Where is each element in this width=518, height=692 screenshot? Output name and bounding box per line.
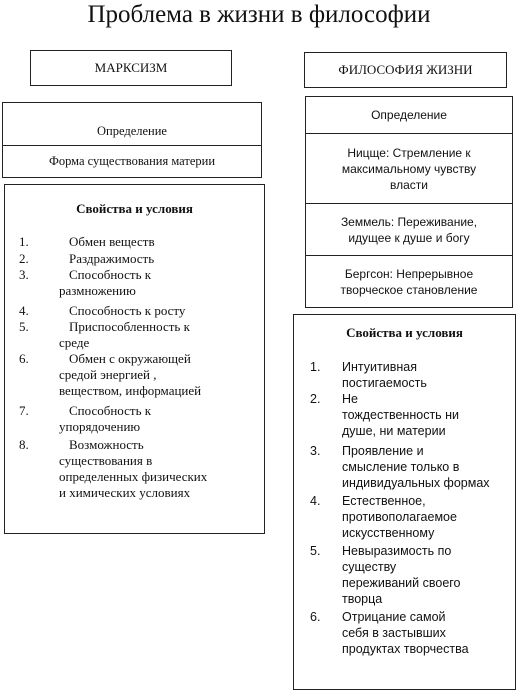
philosophy-item-text: Не [342, 392, 358, 406]
marxism-item-text: Способность к [69, 267, 152, 282]
marxism-item-text: среде [59, 335, 90, 350]
definition-nietzsche [306, 133, 512, 203]
marxism-item-text: Обмен веществ [69, 234, 155, 249]
marxism-item-number: 2. [19, 251, 29, 266]
philosophy-definition-box [305, 96, 513, 308]
marxism-item-text: веществом, информацией [59, 383, 202, 398]
marxism-item-text: Обмен с окружающей [69, 351, 191, 366]
philosophy-properties-title: Свойства и условия [346, 325, 463, 340]
philosophy-item-number: 2. [310, 392, 321, 406]
marxism-definition-header: Определение [97, 123, 167, 138]
marxism-item-text: определенных физических [59, 469, 208, 484]
philosophy-item-text: постигаемость [342, 376, 427, 390]
marxism-item-number: 1. [19, 234, 29, 249]
philosophy-item-text: себя в застывших [342, 626, 446, 640]
philosophy-item-text: Отрицание самой [342, 610, 446, 624]
marxism-item-text: Приспособленность к [69, 319, 190, 334]
marxism-properties-box [4, 184, 265, 534]
philosophy-item-number: 4. [310, 494, 321, 508]
philosophy-item-text: переживаний своего [342, 576, 461, 590]
definition-simmel-line: идущее к душе и богу [348, 230, 470, 245]
marxism-item-text: Раздражимость [69, 251, 155, 266]
philosophy-item-text: индивидуальных формах [342, 476, 490, 490]
marxism-item-text: средой энергией , [59, 367, 157, 382]
marxism-definition-box [2, 102, 262, 178]
marxism-definition-text: Форма существования материи [3, 145, 261, 177]
philosophy-item-text: душе, ни материи [342, 424, 446, 438]
philosophy-label-box [304, 52, 507, 88]
philosophy-properties-box [293, 314, 516, 690]
philosophy-item-text: Невыразимость по [342, 544, 452, 558]
philosophy-item-text: существу [342, 560, 397, 574]
philosophy-item-text: творца [342, 592, 383, 606]
marxism-item-text: существования в [59, 453, 153, 468]
page-title: Проблема в жизни в философии [87, 1, 431, 28]
definition-simmel-line: Земмель: Переживание, [340, 214, 478, 229]
philosophy-item-text: Естественное, [342, 494, 426, 508]
philosophy-item-number: 5. [310, 544, 321, 558]
philosophy-item-number: 3. [310, 444, 321, 458]
marxism-item-text: Способность к росту [69, 303, 186, 318]
definition-nietzsche-line: максимальному чувству [341, 161, 477, 176]
philosophy-item-text: противополагаемое [342, 510, 457, 524]
philosophy-item-text: продуктах творчества [342, 642, 469, 656]
marxism-item-text: размножению [59, 283, 136, 298]
philosophy-item-text: Интуитивная [342, 360, 417, 374]
definition-simmel [306, 203, 512, 255]
philosophy-label: ФИЛОСОФИЯ ЖИЗНИ [338, 62, 473, 77]
marxism-item-text: Способность к [69, 403, 152, 418]
philosophy-item-text: искусственному [342, 526, 435, 540]
philosophy-item-text: Проявление и [342, 444, 424, 458]
marxism-item-number: 4. [19, 303, 29, 318]
definition-bergson-line: Бергсон: Непрерывное [344, 266, 474, 281]
marxism-label-box [30, 50, 232, 86]
philosophy-item-text: смысление только в [342, 460, 460, 474]
marxism-item-text: упорядочению [59, 419, 141, 434]
marxism-item-number: 5. [19, 319, 29, 334]
marxism-label: МАРКСИЗМ [94, 60, 168, 75]
definition-bergson-line: творческое становление [340, 282, 478, 297]
philosophy-item-number: 6. [310, 610, 321, 624]
definition-nietzsche-line: власти [390, 177, 428, 192]
marxism-item-number: 8. [19, 437, 29, 452]
definition-nietzsche-line: Ницще: Стремление к [347, 145, 471, 160]
marxism-item-number: 7. [19, 403, 29, 418]
marxism-item-number: 3. [19, 267, 29, 282]
marxism-item-text: Возможность [69, 437, 144, 452]
philosophy-definition-header: Определение [371, 108, 447, 122]
definition-bergson [306, 255, 512, 307]
marxism-item-text: и химических условиях [59, 485, 191, 500]
philosophy-item-text: тождественность ни [342, 408, 460, 422]
philosophy-item-number: 1. [310, 360, 321, 374]
marxism-properties-title: Свойства и условия [76, 201, 193, 216]
marxism-item-number: 6. [19, 351, 29, 366]
